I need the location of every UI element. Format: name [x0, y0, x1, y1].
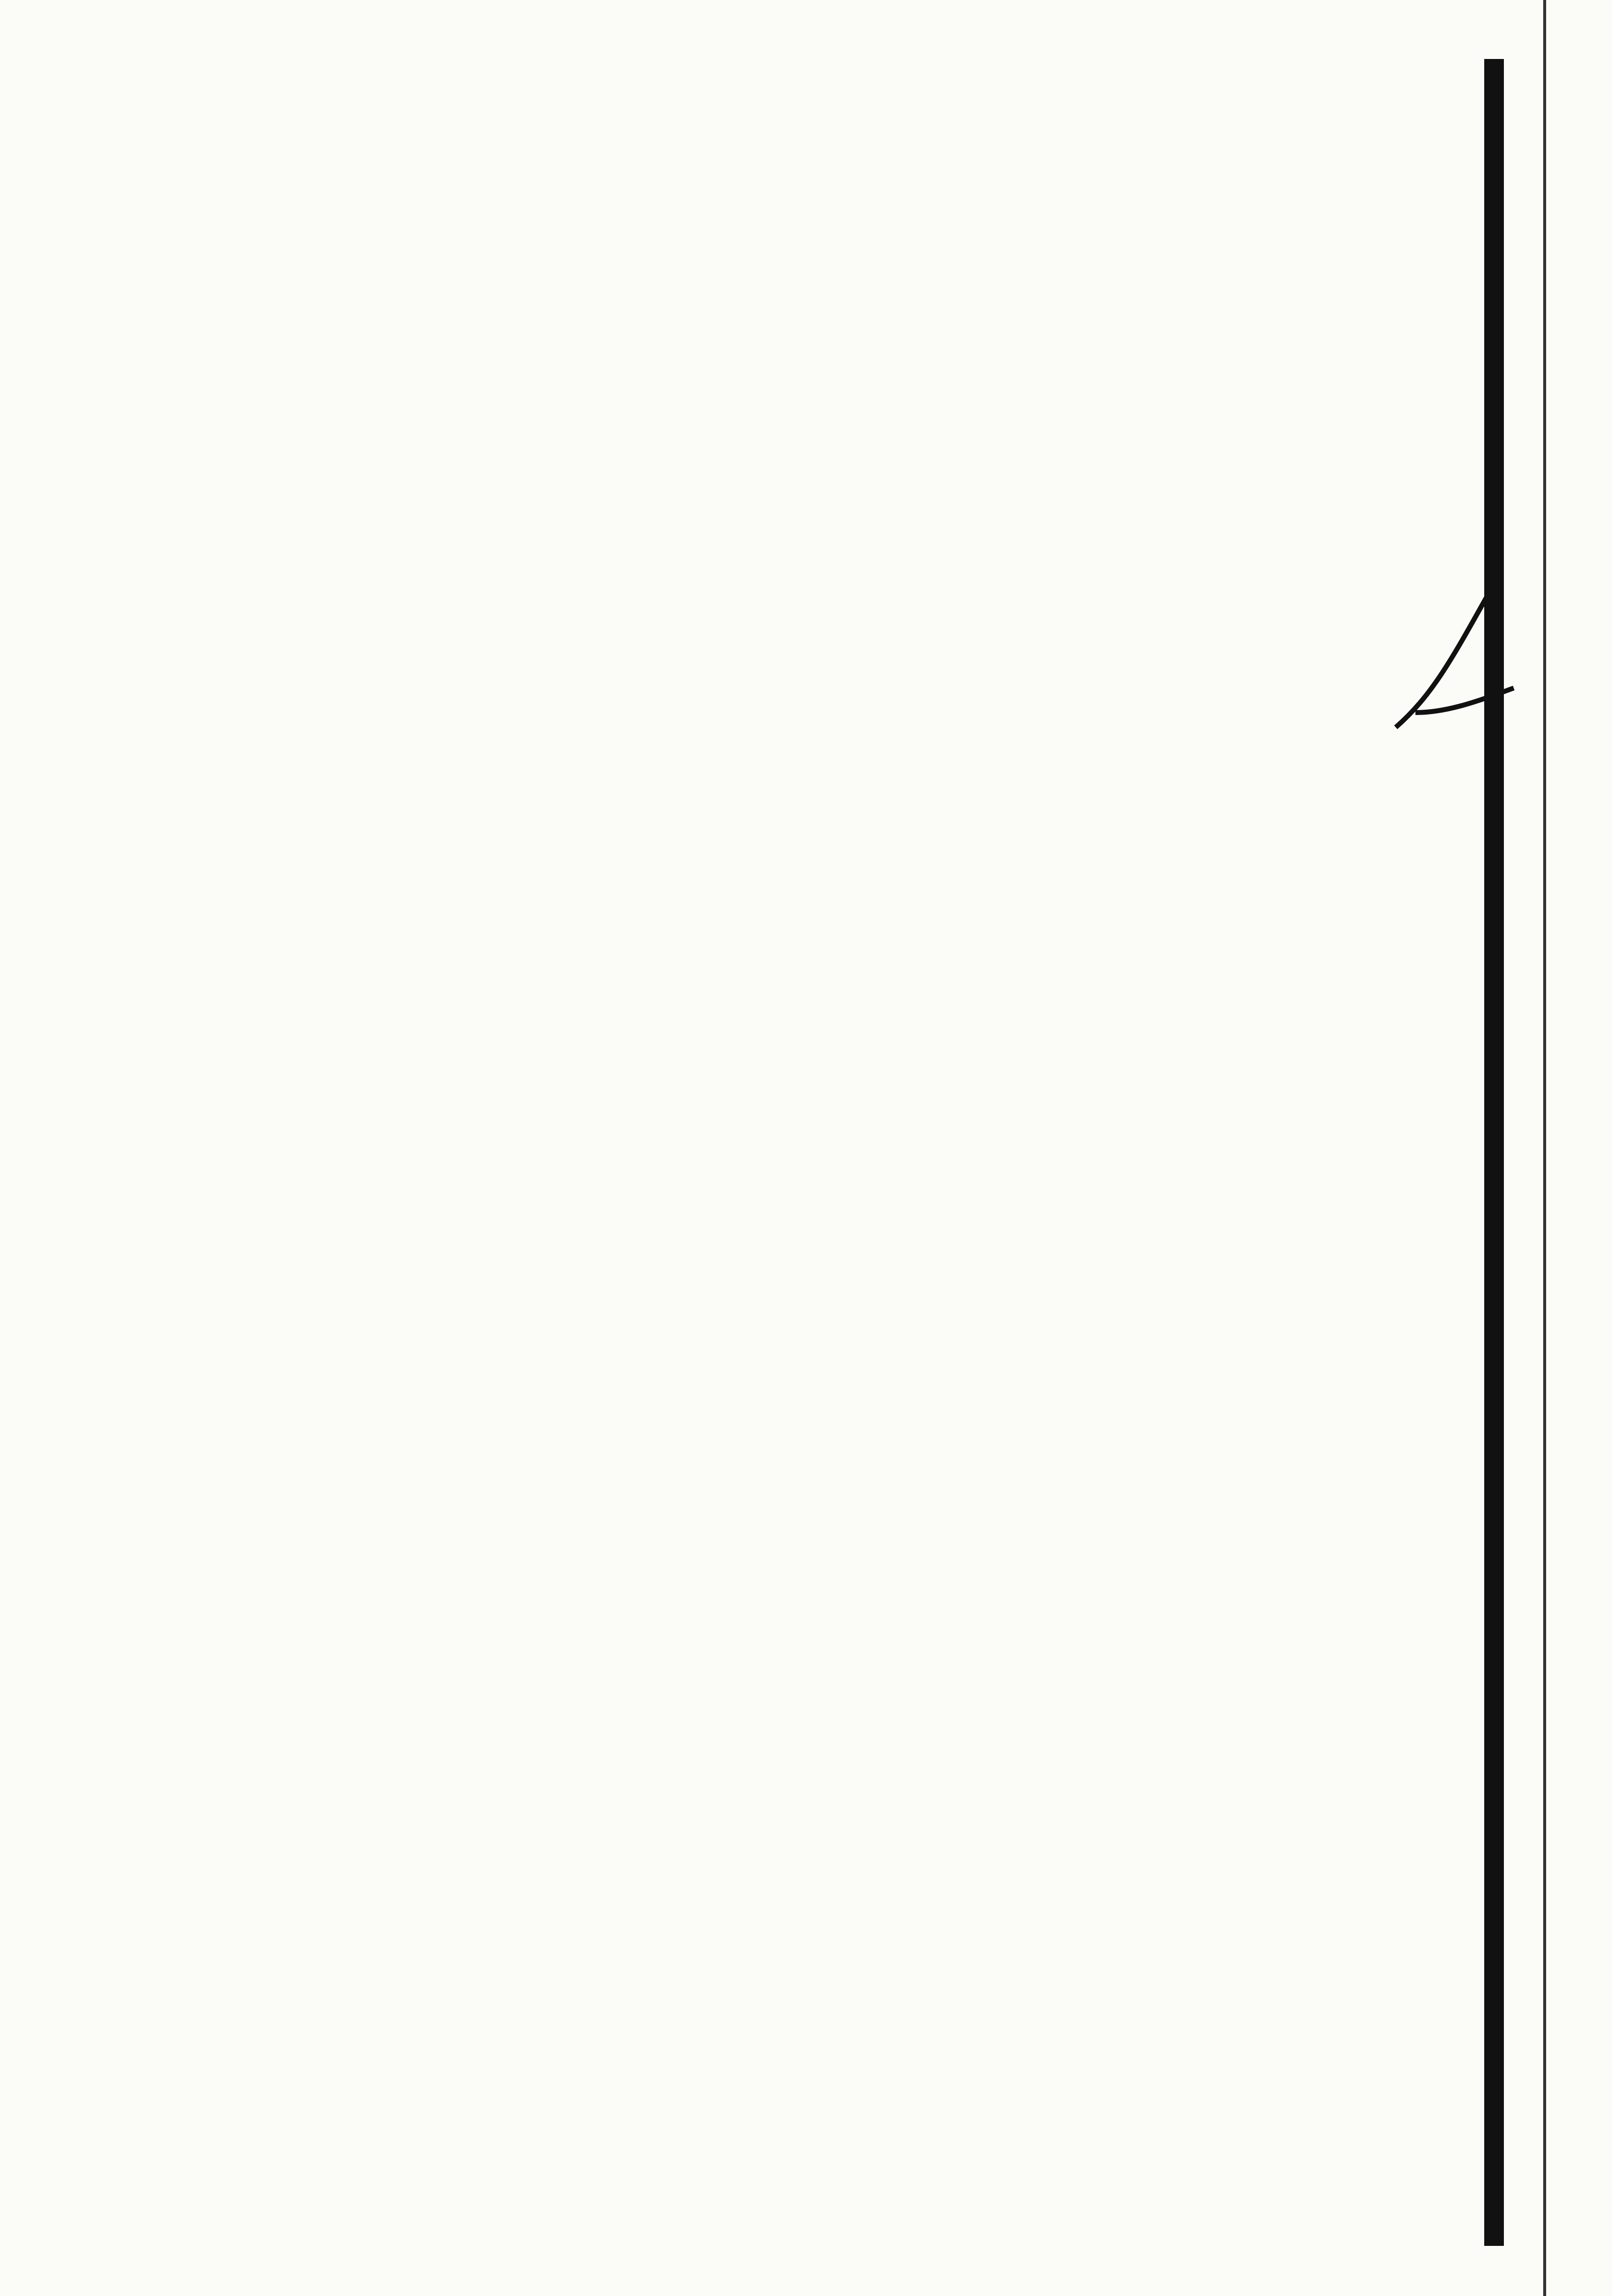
page-edge-line [1543, 0, 1546, 2296]
article-page [44, 128, 1578, 2241]
headline-line-2 [270, 201, 349, 2241]
headline [192, 201, 349, 2241]
headline-line-1 [192, 201, 270, 2241]
kicker [143, 988, 177, 1627]
lead-paragraph [369, 201, 575, 2241]
column-2 [595, 1229, 1528, 1727]
column-3 [595, 715, 1528, 1214]
body-columns [595, 201, 1528, 2241]
column-1 [595, 1742, 1528, 2241]
page-edge-rule [1484, 59, 1504, 2246]
